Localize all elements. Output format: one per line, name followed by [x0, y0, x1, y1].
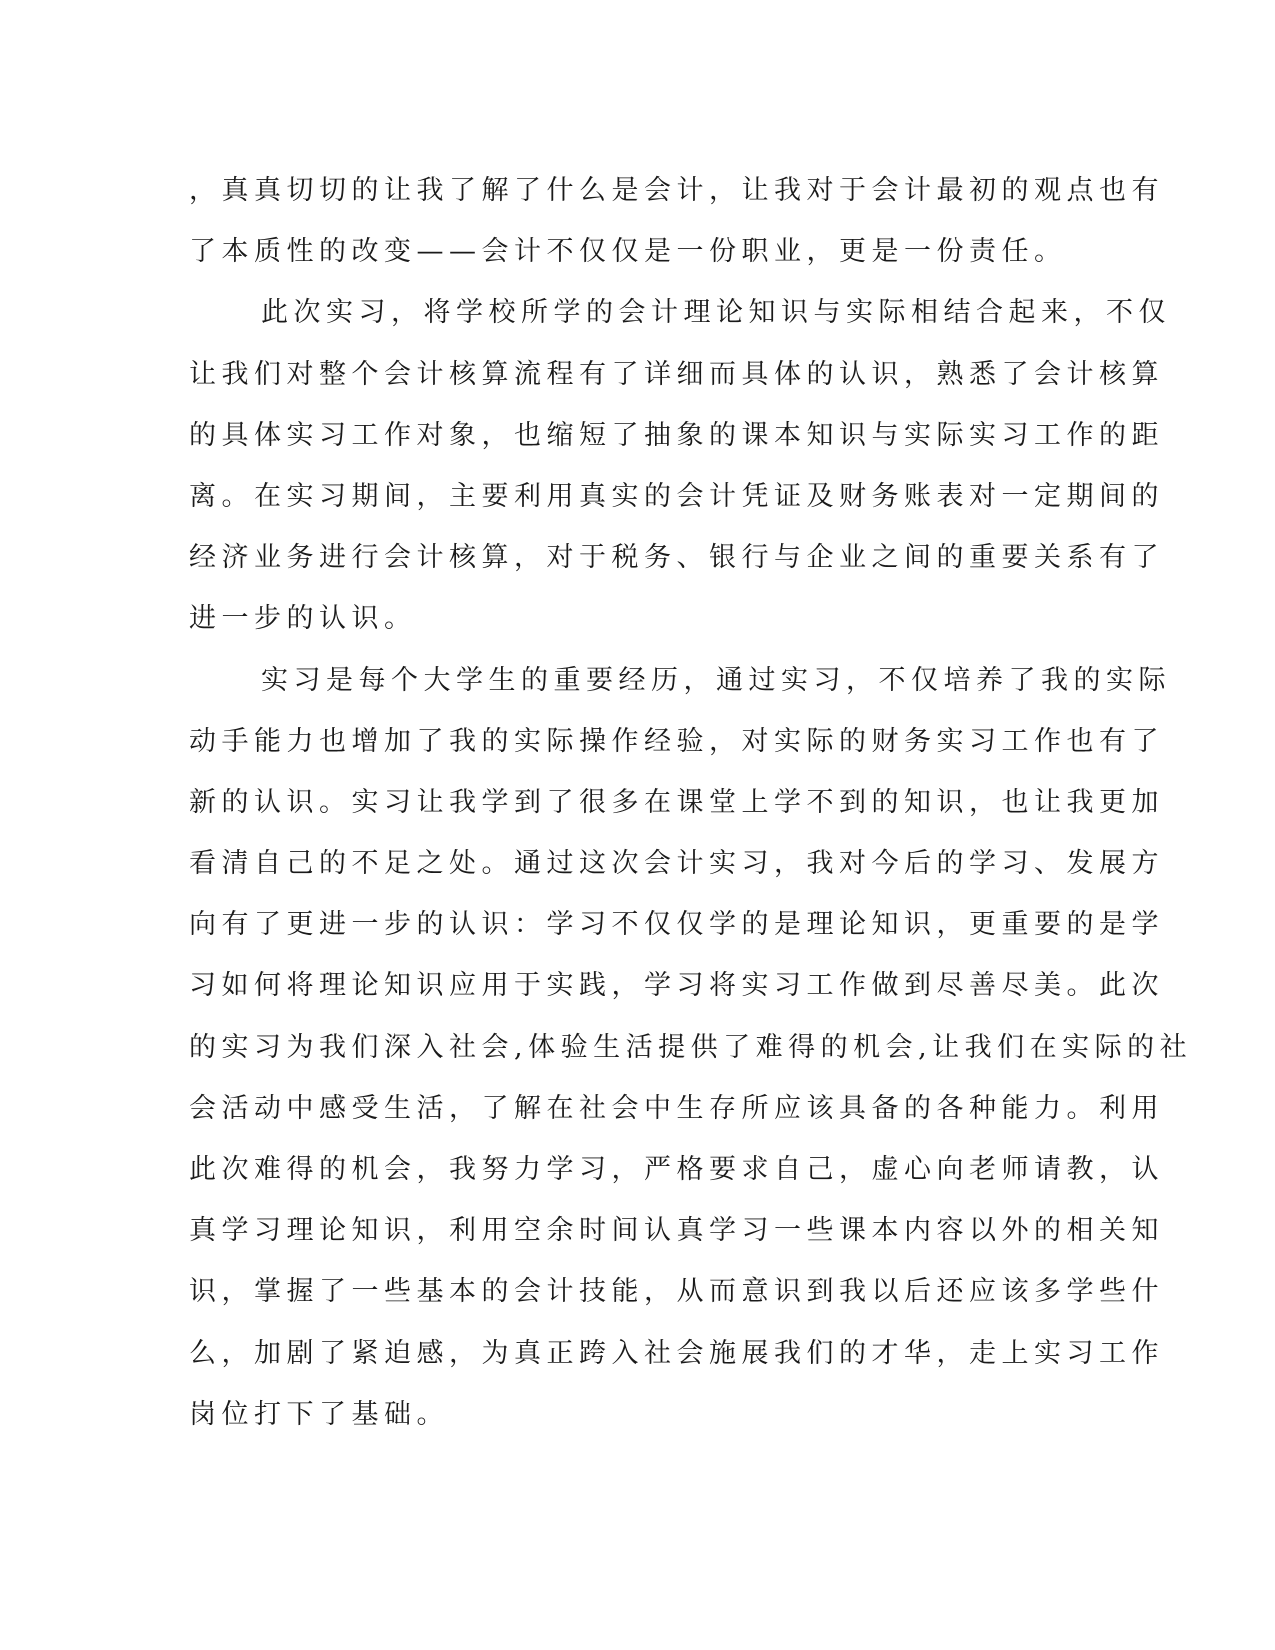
body-text [189, 160, 1193, 1445]
paragraph-line: 向有了更进一步的认识：学习不仅仅学的是理论知识，更重要的是学 [189, 909, 1164, 941]
paragraph-line: 的实习为我们深入社会,体验生活提供了难得的机会,让我们在实际的社 [189, 1031, 1193, 1063]
paragraph-line: 了本质性的改变——会计不仅仅是一份职业，更是一份责任。 [189, 236, 1067, 268]
paragraph-line: 习如何将理论知识应用于实践，学习将实习工作做到尽善尽美。此次 [189, 970, 1164, 1002]
paragraph-line: 离。在实习期间，主要利用真实的会计凭证及财务账表对一定期间的 [189, 480, 1164, 512]
paragraph-line: 的具体实习工作对象，也缩短了抽象的课本知识与实际实习工作的距 [189, 419, 1164, 451]
paragraph-line: 让我们对整个会计核算流程有了详细而具体的认识，熟悉了会计核算 [189, 358, 1164, 390]
paragraph-line: 此次难得的机会，我努力学习，严格要求自己，虚心向老师请教，认 [189, 1154, 1164, 1185]
paragraph-line: 会活动中感受生活，了解在社会中生存所应该具备的各种能力。利用 [189, 1092, 1164, 1124]
paragraph-3 [189, 650, 1193, 1445]
paragraph-2 [189, 282, 1171, 649]
paragraph-line: 进一步的认识。 [189, 603, 417, 635]
paragraph-line: 岗位打下了基础。 [189, 1398, 449, 1430]
paragraph-1 [189, 160, 1164, 282]
paragraph-line: 经济业务进行会计核算，对于税务、银行与企业之间的重要关系有了 [189, 542, 1164, 574]
paragraph-line: 识，掌握了一些基本的会计技能，从而意识到我以后还应该多学些什 [189, 1276, 1164, 1308]
paragraph-line: 实习是每个大学生的重要经历，通过实习，不仅培养了我的实际 [261, 664, 1171, 696]
paragraph-line: 真学习理论知识，利用空余时间认真学习一些课本内容以外的相关知 [189, 1215, 1164, 1247]
paragraph-line: 动手能力也增加了我的实际操作经验，对实际的财务实习工作也有了 [189, 725, 1164, 757]
paragraph-line: 此次实习，将学校所学的会计理论知识与实际相结合起来，不仅 [261, 297, 1171, 329]
paragraph-line: 新的认识。实习让我学到了很多在课堂上学不到的知识，也让我更加 [189, 786, 1164, 818]
paragraph-line: 么，加剧了紧迫感，为真正跨入社会施展我们的才华，走上实习工作 [189, 1337, 1164, 1369]
paragraph-line: 看清自己的不足之处。通过这次会计实习，我对今后的学习、发展方 [189, 848, 1164, 880]
paragraph-line: ，真真切切的让我了解了什么是会计，让我对于会计最初的观点也有 [189, 175, 1164, 206]
